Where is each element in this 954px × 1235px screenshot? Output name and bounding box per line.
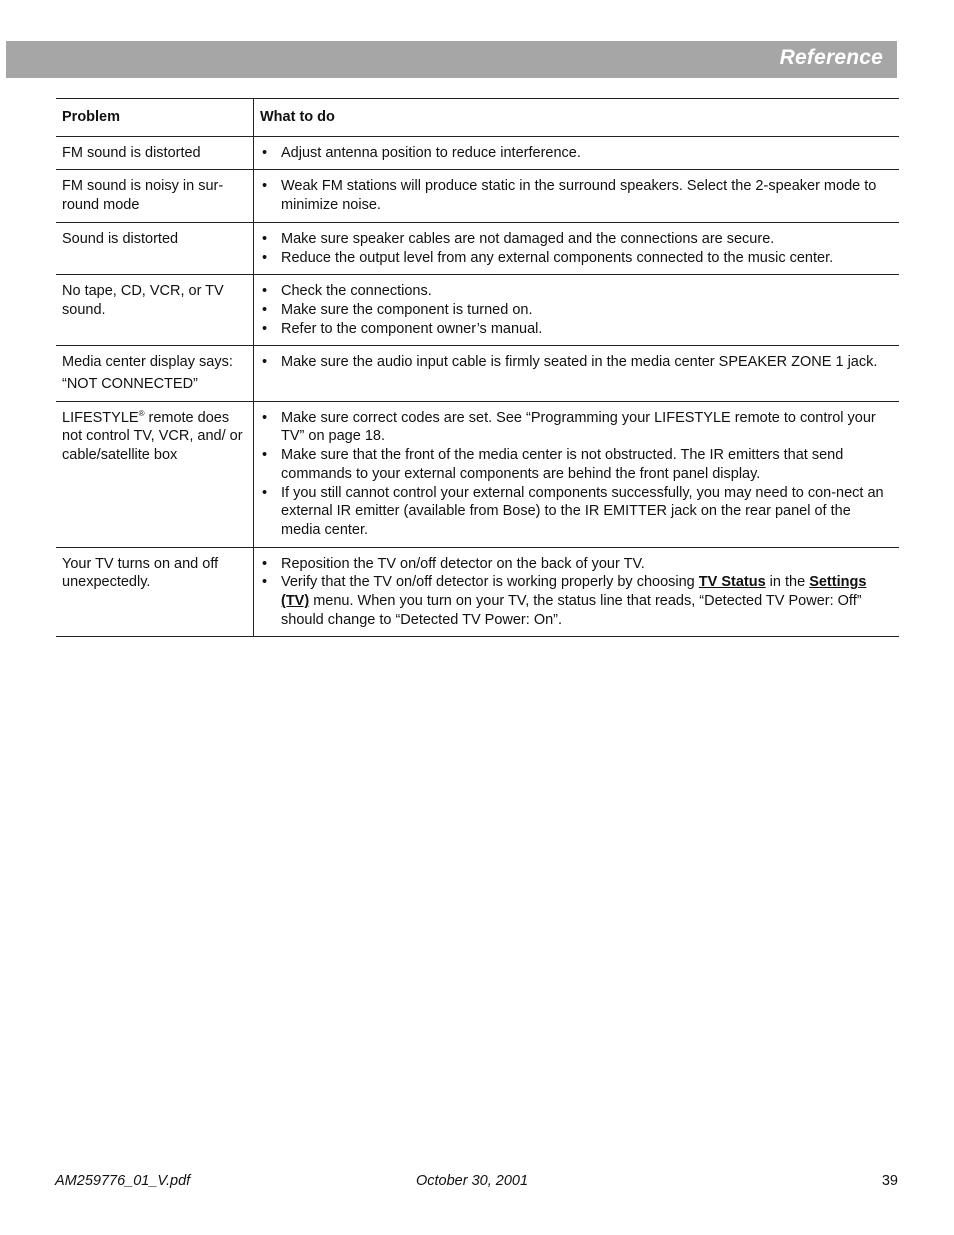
registered-mark: ® [138,408,145,418]
solution-item: • If you still cannot control your external components successfully, you may need to con-nect an external IR emitter (available from Bose) to the IR EMITTER jack on the rear panel of the media center. [260,484,893,540]
solution-cell [254,346,900,401]
solution-item: • Adjust antenna position to reduce interference. [260,144,893,163]
solution-item: • Make sure the audio input cable is firmly seated in the media center SPEAKER ZONE 1 jack. [260,353,893,372]
solution-cell [254,222,900,274]
solution-item: • Make sure that the front of the media center is not obstructed. The IR emitters that send commands to your external components are behind the front panel display. [260,446,893,483]
solution-list [260,282,893,338]
solution-list [260,409,893,540]
solution-cell [254,401,900,547]
problem-cell [56,401,254,547]
solution-cell [254,170,900,222]
solution-item: • Check the connections. [260,282,893,301]
problem-text: remote does not control TV, VCR, and/ or cable/satellite box [62,409,243,464]
solution-list [260,555,893,630]
solution-item: • Reposition the TV on/off detector on the back of your TV. [260,555,893,574]
column-header-problem: Problem [56,99,254,137]
section-title: Reference [779,46,883,69]
solution-item: • Reduce the output level from any external components connected to the music center. [260,249,893,268]
footer-filename: AM259776_01_V.pdf [55,1173,191,1189]
section-header-bar [6,41,897,78]
problem-cell: FM sound is distorted [56,136,254,170]
column-header-what-to-do: What to do [254,99,900,137]
solution-item: • Make sure the component is turned on. [260,301,893,320]
solution-cell [254,547,900,637]
table-row [56,346,899,401]
solution-text: in the [765,574,810,591]
solution-text: menu. When you turn on your TV, the status line that reads, “Detected TV Power: Off” should change to “Detected TV Power: On”. [281,593,862,628]
table-row [56,136,899,170]
problem-cell: Sound is distorted [56,222,254,274]
display-message: “NOT CONNECTED” [62,376,198,393]
table-row [56,275,899,346]
footer-date: October 30, 2001 [416,1173,529,1189]
solution-item: • Refer to the component owner’s manual. [260,320,893,339]
problem-cell: No tape, CD, VCR, or TV sound. [56,275,254,346]
menu-reference-settings-tv: Settings (TV) [281,574,867,610]
solution-list [260,353,893,372]
troubleshooting-table [56,98,899,637]
problem-cell: Your TV turns on and off unexpectedly. [56,547,254,637]
problem-cell [56,346,254,401]
solution-cell [254,136,900,170]
table-header-row [56,99,899,137]
table-row [56,222,899,274]
solution-item [260,573,893,629]
brand-name: LIFESTYLE [62,409,139,426]
solution-text: Verify that the TV on/off detector is working properly by choosing [281,574,699,591]
solution-list [260,230,893,267]
problem-cell: FM sound is noisy in sur-round mode [56,170,254,222]
table-row [56,401,899,547]
solution-item: • Make sure correct codes are set. See “Programming your LIFESTYLE remote to control your TV” on page 18. [260,409,893,446]
menu-reference-tv-status: TV Status [698,574,766,591]
solution-item: • Make sure speaker cables are not damaged and the connections are secure. [260,230,893,249]
table-row [56,170,899,222]
solution-list [260,144,893,163]
solution-cell [254,275,900,346]
solution-list [260,177,893,214]
table-row [56,547,899,637]
page-number: 39 [881,1173,898,1189]
problem-text: Media center display says: [62,354,233,371]
solution-item: • Weak FM stations will produce static in the surround speakers. Select the 2-speaker mode to minimize noise. [260,177,893,214]
